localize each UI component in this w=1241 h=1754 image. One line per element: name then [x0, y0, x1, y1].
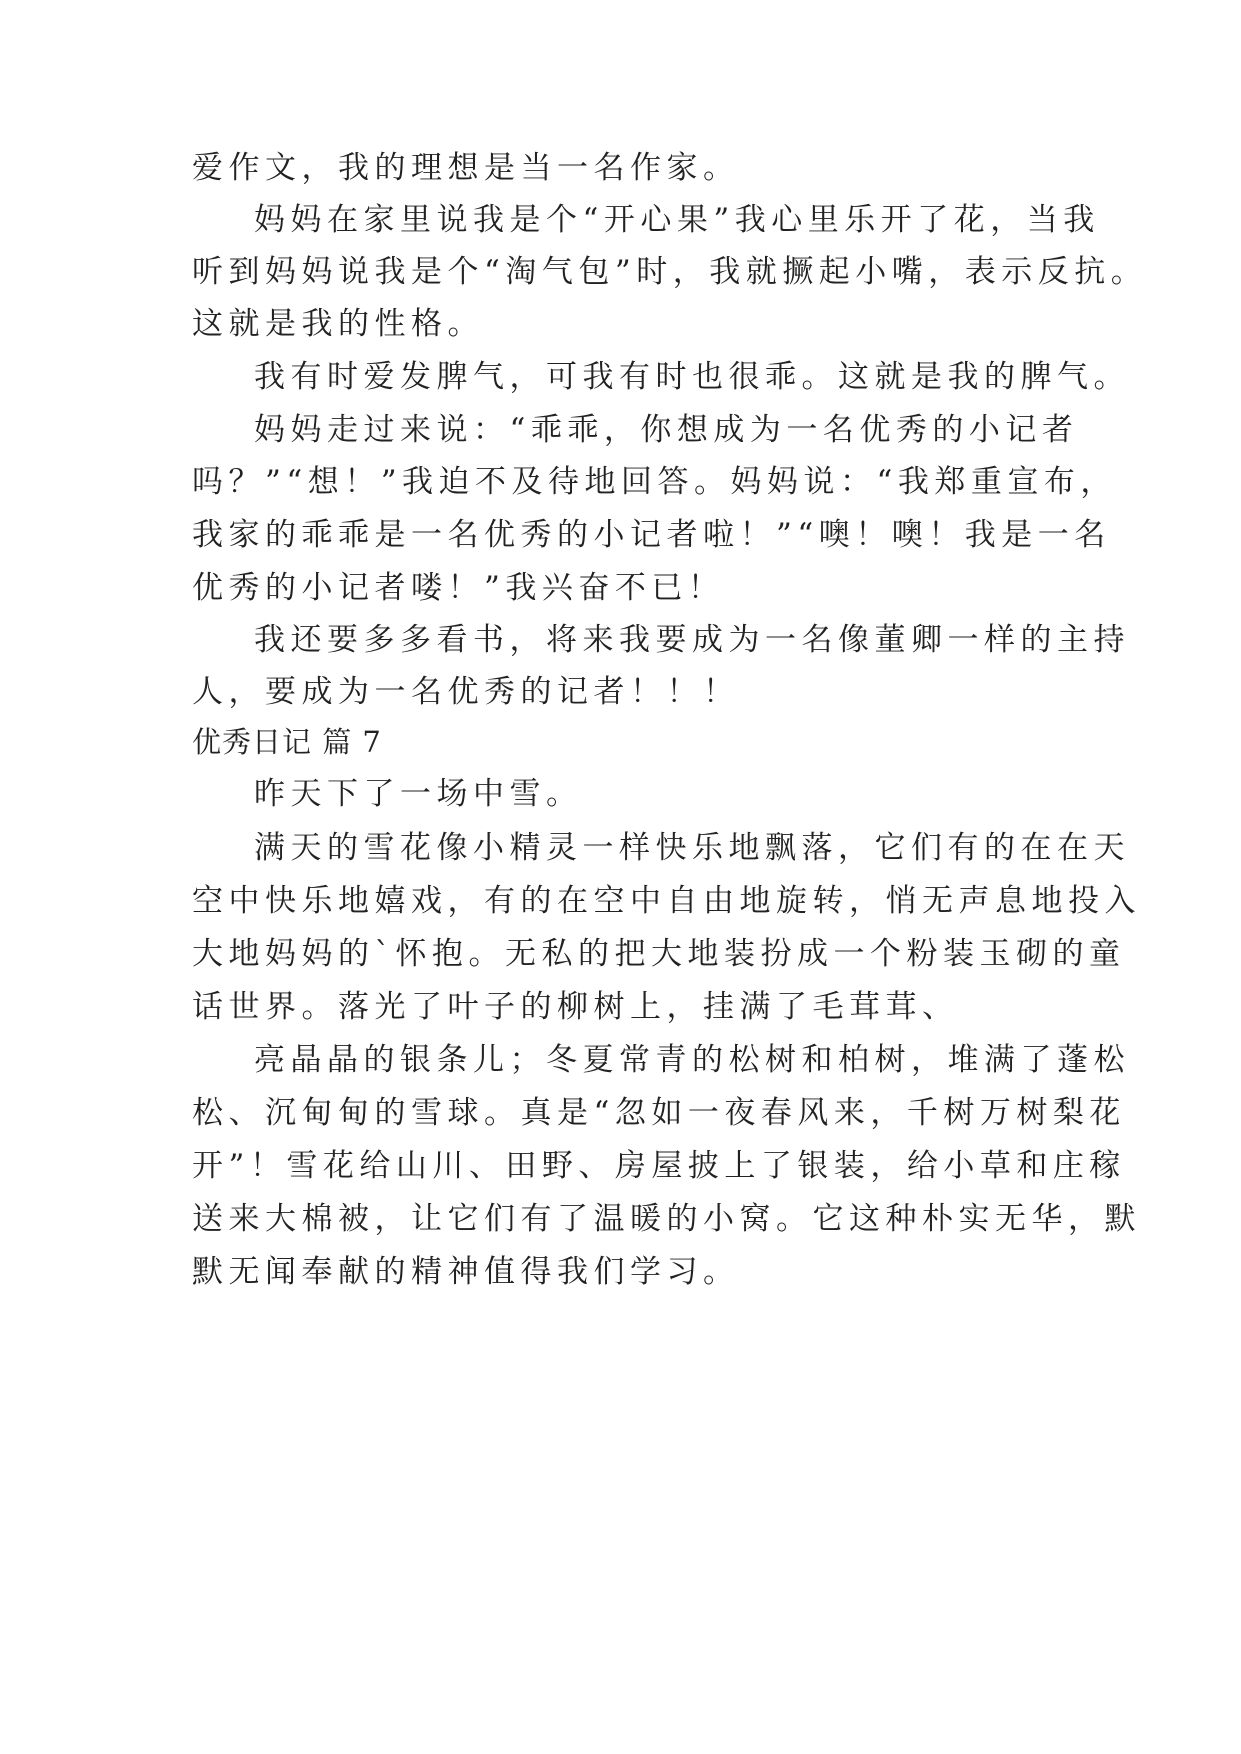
text-line: 我有时爱发脾气，可我有时也很乖。这就是我的脾气。	[254, 359, 1130, 395]
text-line: 妈妈在家里说我是个“开心果”我心里乐开了花，当我	[254, 202, 1100, 238]
text-line: 满天的雪花像小精灵一样快乐地飘落，它们有的在在天	[254, 830, 1130, 866]
text-line: 我家的乖乖是一名优秀的小记者啦！”“噢！噢！我是一名	[192, 517, 1111, 553]
text-line: 大地妈妈的`怀抱。无私的把大地装扮成一个粉装玉砌的童	[192, 936, 1126, 972]
text-line: 人，要成为一名优秀的记者！！！	[192, 674, 740, 710]
text-line: 空中快乐地嬉戏，有的在空中自由地旋转，悄无声息地投入	[192, 883, 1141, 919]
text-line: 听到妈妈说我是个“淘气包”时，我就撅起小嘴，表示反抗。	[192, 254, 1148, 290]
text-line: 开”！雪花给山川、田野、房屋披上了银装，给小草和庄稼	[192, 1148, 1126, 1184]
text-line: 我还要多多看书，将来我要成为一名像董卿一样的主持	[254, 622, 1130, 658]
text-line: 爱作文，我的理想是当一名作家。	[192, 150, 740, 186]
text-line: 昨天下了一场中雪。	[254, 776, 583, 812]
text-line: 松、沉甸甸的雪球。真是“忽如一夜春风来，千树万树梨花	[192, 1095, 1126, 1131]
section-heading: 优秀日记 篇 7	[192, 725, 382, 759]
text-line: 妈妈走过来说：“乖乖，你想成为一名优秀的小记者	[254, 412, 1079, 448]
text-line: 这就是我的性格。	[192, 306, 484, 342]
text-line: 优秀的小记者喽！”我兴奋不已！	[192, 570, 725, 606]
text-line: 亮晶晶的银条儿；冬夏常青的松树和柏树，堆满了蓬松	[254, 1042, 1130, 1078]
text-line: 默无闻奉献的精神值得我们学习。	[192, 1254, 740, 1290]
text-line: 送来大棉被，让它们有了温暖的小窝。它这种朴实无华，默	[192, 1201, 1141, 1237]
text-line: 吗？”“想！”我迫不及待地回答。妈妈说：“我郑重宣布，	[192, 464, 1117, 500]
text-line: 话世界。落光了叶子的柳树上，挂满了毛茸茸、	[192, 989, 959, 1025]
